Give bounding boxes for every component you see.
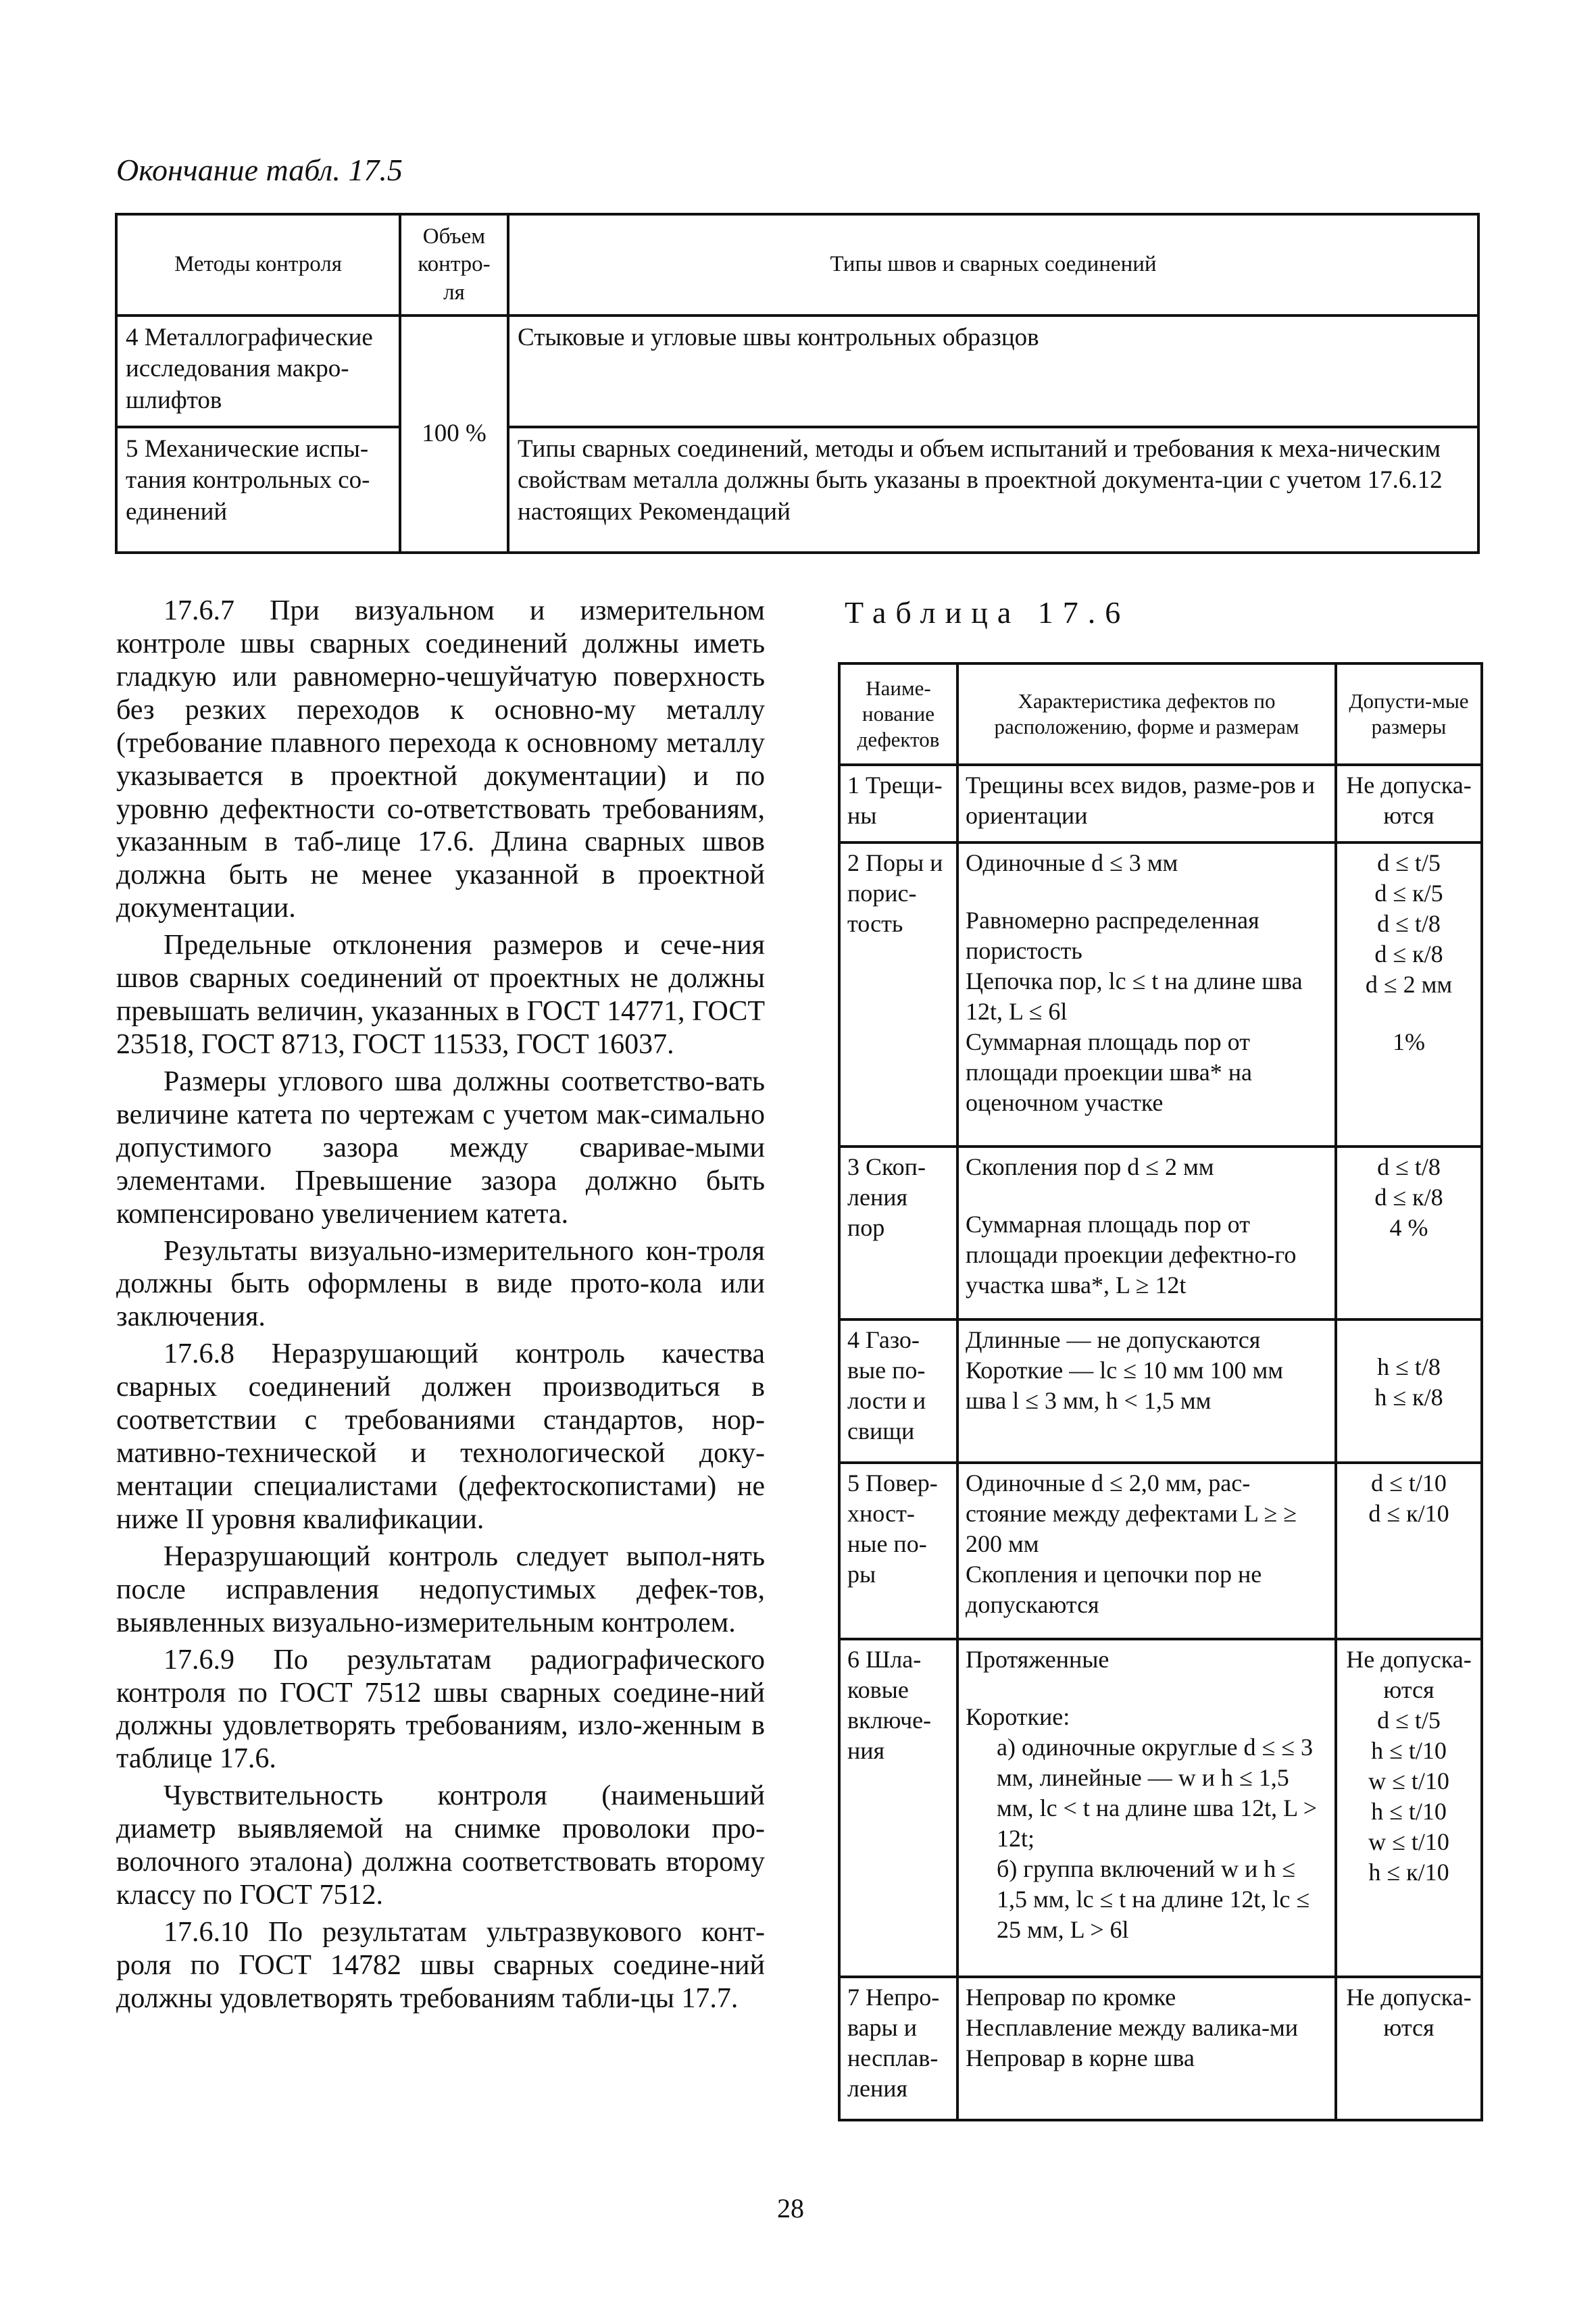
header-cell: Объем контро-ля xyxy=(400,214,508,316)
volume-cell: 100 % xyxy=(400,316,508,553)
allowed-size-cell xyxy=(1336,1977,1482,2120)
table-row xyxy=(116,427,1478,553)
defect-desc-cell xyxy=(957,765,1336,842)
types-cell: Стыковые и угловые швы контрольных образцов xyxy=(508,316,1478,427)
allow-line: w ≤ t/10 xyxy=(1368,1767,1449,1795)
desc-line: Одиночные d ≤ 2,0 мм, рас-стояние между дефектами L ≥ ≥ 200 мм xyxy=(966,1469,1297,1558)
table-row xyxy=(839,1639,1482,1976)
desc-line: Равномерно распределенная пористость xyxy=(966,906,1260,964)
body-text-column xyxy=(116,595,765,2019)
desc-line: Короткие — lc ≤ 10 мм 100 мм шва l ≤ 3 мм, h < 1,5 мм xyxy=(966,1357,1284,1414)
table-row xyxy=(116,316,1478,427)
table-row xyxy=(839,1147,1482,1319)
header-cell: Методы контроля xyxy=(116,214,400,316)
allowed-size-cell xyxy=(1336,1147,1482,1319)
allow-line: d ≤ 2 мм xyxy=(1365,970,1453,998)
desc-line: Непровар по кромке xyxy=(966,1983,1176,2011)
table-row xyxy=(839,1319,1482,1463)
defect-name-cell: 2 Поры и порис-тость xyxy=(839,842,957,1147)
table-continuation-caption: Окончание табл. 17.5 xyxy=(116,153,403,187)
page-number: 28 xyxy=(777,2193,804,2223)
allow-line: d ≤ t/8 xyxy=(1377,909,1441,937)
table-17-6 xyxy=(838,662,1483,2121)
allow-line: d ≤ к/10 xyxy=(1368,1500,1449,1528)
paragraph: Предельные отклонения размеров и сече-ния швов сварных соединений от проектных не должны превышать величин, указанных в ГОСТ 14771, ГОСТ 23518, ГОСТ 8713, ГОСТ 11533, ГОСТ 16037. xyxy=(116,930,765,1060)
desc-line: Непровар в корне шва xyxy=(966,2044,1195,2071)
allowed-size-cell xyxy=(1336,1319,1482,1463)
header-cell: Допусти-мые размеры xyxy=(1336,663,1482,765)
defect-name-cell: 1 Трещи-ны xyxy=(839,765,957,842)
desc-line: а) одиночные округлые d ≤ ≤ 3 мм, линейные — w и h ≤ 1,5 мм, lc < t на длине шва 12t, L > 12t; xyxy=(997,1734,1318,1853)
method-cell: 5 Механические испы-тания контрольных со-единений xyxy=(116,427,400,553)
allow-line: d ≤ t/10 xyxy=(1371,1469,1447,1497)
allow-line: d ≤ t/5 xyxy=(1377,849,1441,876)
table-row xyxy=(839,765,1482,842)
table-row xyxy=(839,842,1482,1147)
allow-line: d ≤ к/5 xyxy=(1374,879,1443,907)
header-cell: Типы швов и сварных соединений xyxy=(508,214,1478,316)
paragraph: 17.6.8 Неразрушающий контроль качества сварных соединений должен производиться в соответствии с требованиями стандартов, нор-мативно-технической и технологической доку-ментации специалистами (дефектоскопистами) не ниже II уровня квалификации. xyxy=(116,1338,765,1535)
table-17-6-caption: Таблица 17.6 xyxy=(845,595,1130,630)
defect-name-cell: 5 Повер-хност-ные по-ры xyxy=(839,1463,957,1639)
desc-line: б) группа включений w и h ≤ 1,5 мм, lc ≤ t на длине 12t, lc ≤ 25 мм, L > 6l xyxy=(997,1855,1310,1944)
desc-line: Суммарная площадь пор от площади проекции дефектно-го участка шва*, L ≥ 12t xyxy=(966,1211,1297,1299)
desc-line: Одиночные d ≤ 3 мм xyxy=(966,849,1178,876)
paragraph: Результаты визуально-измерительного кон-троля должны быть оформлены в виде прото-кола или заключения. xyxy=(116,1235,765,1333)
allow-line: Не допуска-ются xyxy=(1346,772,1472,829)
allow-line: h ≤ t/10 xyxy=(1371,1737,1447,1765)
defect-name-cell: 4 Газо-вые по-лости и свищи xyxy=(839,1319,957,1463)
desc-line: Цепочка пор, lc ≤ t на длине шва 12t, L ≤ 6l xyxy=(966,967,1303,1025)
paragraph: Размеры углового шва должны соответство-вать величине катета по чертежам с учетом мак-симально допустимого зазора между сваривае-мыми элементами. Превышение зазора должно быть компенсировано увеличением катета. xyxy=(116,1065,765,1230)
desc-line: Суммарная площадь пор от площади проекции шва* на оценочном участке xyxy=(966,1028,1252,1116)
allow-line: h ≤ к/8 xyxy=(1374,1384,1443,1411)
table-header-row xyxy=(116,214,1478,316)
allow-line: h ≤ t/10 xyxy=(1371,1798,1447,1826)
method-cell: 4 Металлографические исследования макро-шлифтов xyxy=(116,316,400,427)
defect-desc-cell xyxy=(957,1977,1336,2120)
paragraph: 17.6.10 По результатам ультразвукового конт-роля по ГОСТ 14782 швы сварных соедине-ний должны удовлетворять требованиям табли-цы 17.7. xyxy=(116,1916,765,2014)
defect-desc-cell xyxy=(957,1147,1336,1319)
paragraph: Неразрушающий контроль следует выпол-нять после исправления недопустимых дефек-тов, выявленных визуально-измерительным контролем. xyxy=(116,1540,765,1638)
allow-line: Не допуска-ются xyxy=(1346,1983,1472,2041)
defect-desc-cell xyxy=(957,1463,1336,1639)
header-cell: Характеристика дефектов по расположению, форме и размерам xyxy=(957,663,1336,765)
types-cell: Типы сварных соединений, методы и объем испытаний и требования к меха-ническим свойствам металла должны быть указаны в проектной документа-ции с учетом 17.6.12 настоящих Рекомендаций xyxy=(508,427,1478,553)
desc-line: Скопления пор d ≤ 2 мм xyxy=(966,1153,1214,1181)
desc-line: Несплавление между валика-ми xyxy=(966,2013,1298,2041)
allowed-size-cell xyxy=(1336,842,1482,1147)
allow-line: w ≤ t/10 xyxy=(1368,1828,1449,1856)
allow-line: h ≤ к/10 xyxy=(1368,1859,1449,1886)
allow-line: 1% xyxy=(1393,1028,1425,1055)
defect-desc-cell xyxy=(957,1639,1336,1976)
allow-line: d ≤ к/8 xyxy=(1374,1184,1443,1211)
allow-line: d ≤ к/8 xyxy=(1374,940,1443,967)
defect-name-cell: 3 Скоп-ления пор xyxy=(839,1147,957,1319)
allow-line: Не допуска-ются xyxy=(1346,1646,1472,1704)
table-row xyxy=(839,1463,1482,1639)
allow-line: d ≤ t/8 xyxy=(1377,1153,1441,1181)
desc-line: Протяженные xyxy=(966,1646,1109,1674)
desc-line: Длинные — не допускаются xyxy=(966,1326,1261,1353)
table-17-5 xyxy=(115,213,1480,554)
allowed-size-cell xyxy=(1336,1639,1482,1976)
defect-name-cell: 7 Непро-вары и несплав-ления xyxy=(839,1977,957,2120)
defect-desc-cell xyxy=(957,842,1336,1147)
table-row xyxy=(839,1977,1482,2120)
allowed-size-cell xyxy=(1336,765,1482,842)
paragraph: 17.6.7 При визуальном и измерительном контроле швы сварных соединений должны иметь гладкую или равномерно-чешуйчатую поверхность без резких переходов к основно-му металлу (требование плавного перехода к основному металлу указывается в проектной документации) и по уровню дефектности со-ответствовать требованиям, указанным в таб-лице 17.6. Длина сварных швов должна быть не менее указанной в проектной документации. xyxy=(116,595,765,924)
allow-line: d ≤ t/5 xyxy=(1377,1707,1441,1734)
defect-desc-cell xyxy=(957,1319,1336,1463)
defect-name-cell: 6 Шла-ковые включе-ния xyxy=(839,1639,957,1976)
allow-line: h ≤ t/8 xyxy=(1377,1353,1441,1380)
allowed-size-cell xyxy=(1336,1463,1482,1639)
paragraph: Чувствительность контроля (наименьший диаметр выявляемой на снимке проволоки про-волочного эталона) должна соответствовать второму классу по ГОСТ 7512. xyxy=(116,1780,765,1911)
paragraph: 17.6.9 По результатам радиографического контроля по ГОСТ 7512 швы сварных соедине-ний должны удовлетворять требованиям, изло-женным в таблице 17.6. xyxy=(116,1644,765,1775)
table-header-row xyxy=(839,663,1482,765)
header-cell: Наиме-нование дефектов xyxy=(839,663,957,765)
desc-line: Короткие: xyxy=(966,1703,1070,1731)
allow-line: 4 % xyxy=(1389,1214,1428,1242)
desc-line: Трещины всех видов, разме-ров и ориентации xyxy=(966,772,1316,829)
desc-line: Скопления и цепочки пор не допускаются xyxy=(966,1561,1262,1619)
